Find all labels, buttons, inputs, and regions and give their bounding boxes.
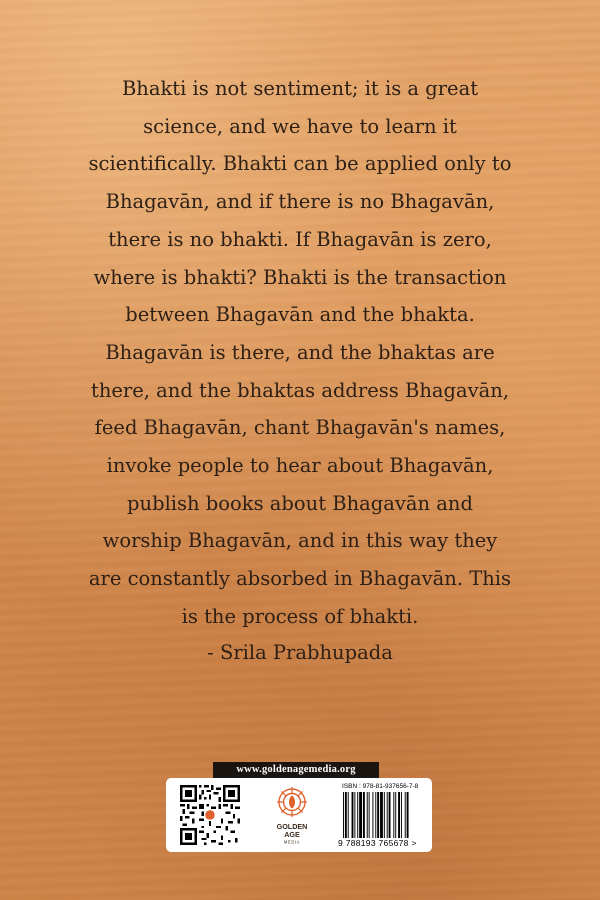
quote-line: there is no bhakti. If Bhagavān is zero, [108, 227, 492, 251]
quote-line: between Bhagavān and the bhakta. [125, 303, 475, 327]
barcode-digits: 9 788193 765678 > [338, 838, 417, 848]
svg-text:GOLDEN: GOLDEN [276, 822, 308, 831]
publisher-info-box [166, 778, 432, 852]
quote-text [40, 70, 560, 636]
publisher-logo-icon[interactable] [270, 784, 314, 846]
quote-line: are constantly absorbed in Bhagavān. This [88, 567, 512, 591]
svg-text:AGE: AGE [284, 830, 300, 839]
barcode-icon [342, 792, 428, 838]
quote-line: worship Bhagavān, and in this way they [102, 529, 498, 553]
quote-line: Bhakti is not sentiment; it is a great [121, 77, 479, 100]
quote-line: Bhagavān, and if there is no Bhagavān, [105, 190, 495, 214]
qr-code-icon[interactable] [180, 785, 240, 845]
quote-attribution: - Srila Prabhupada [207, 641, 393, 664]
quote-line: invoke people to hear about Bhagavān, [106, 454, 494, 478]
quote-line: science, and we have to learn it [143, 114, 457, 138]
quote-line: feed Bhagavān, chant Bhagavān's names, [94, 416, 506, 440]
website-url[interactable]: www.goldenagemedia.org [213, 762, 379, 778]
quote-line: where is bhakti? Bhakti is the transaction [93, 265, 507, 289]
quote-line: Bhagavān is there, and the bhaktas are [105, 340, 495, 364]
quote-line: publish books about Bhagavān and [127, 491, 473, 515]
svg-text:MEDIA: MEDIA [283, 839, 301, 845]
quote-line: is the process of bhakti. [181, 604, 419, 628]
quote-line: there, and the bhaktas address Bhagavān, [90, 378, 510, 402]
quote-line: scientifically. Bhakti can be applied only to [88, 152, 512, 176]
isbn-label: ISBN : 978-81-937656-7-8 [342, 783, 419, 790]
